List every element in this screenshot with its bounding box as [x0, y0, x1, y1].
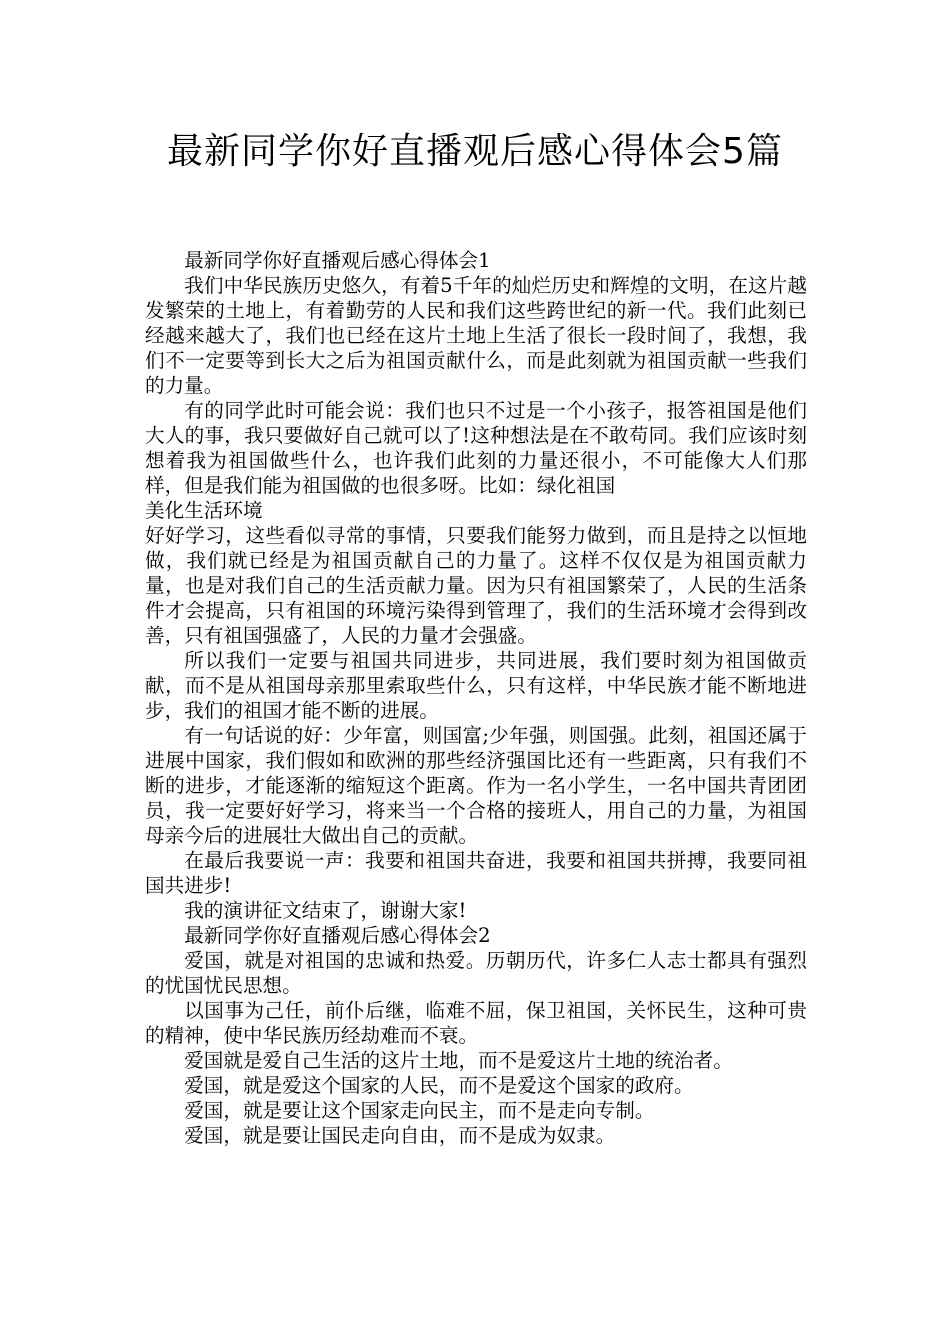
paragraph: 在最后我要说一声：我要和祖国共奋进，我要和祖国共拼搏，我要同祖国共进步!: [145, 849, 807, 897]
document-body: [145, 248, 807, 1148]
paragraph: 爱国，就是对祖国的忠诚和热爱。历朝历代，许多仁人志士都具有强烈的忧国忧民思想。: [145, 949, 807, 997]
paragraph: 美化生活环境: [145, 499, 263, 522]
paragraph: 我的演讲征文结束了，谢谢大家!: [184, 899, 467, 922]
paragraph: 爱国，就是要让这个国家走向民主，而不是走向专制。: [184, 1099, 655, 1122]
paragraph: 以国事为己任，前仆后继，临难不屈，保卫祖国，关怀民生，这种可贵的精神，使中华民族历经劫难而不衰。: [145, 999, 807, 1047]
paragraph: 有一句话说的好：少年富，则国富;少年强，则国强。此刻，祖国还属于进展中国家，我们假如和欧洲的那些经济强国比还有一些距离，只有我们不断的进步，才能逐渐的缩短这个距离。作为一名小学生，一名中国共青团团员，我一定要好好学习，将来当一个合格的接班人，用自己的力量，为祖国母亲今后的进展壮大做出自己的贡献。: [145, 724, 807, 847]
paragraph: 我们中华民族历史悠久，有着5千年的灿烂历史和辉煌的文明，在这片越发繁荣的土地上，有着勤劳的人民和我们这些跨世纪的新一代。我们此刻已经越来越大了，我们也已经在这片土地上生活了很长一段时间了，我想，我们不一定要等到长大之后为祖国贡献什么，而是此刻就为祖国贡献一些我们的力量。: [145, 274, 807, 397]
paragraph: 所以我们一定要与祖国共同进步，共同进展，我们要时刻为祖国做贡献，而不是从祖国母亲那里索取些什么，只有这样，中华民族才能不断地进步，我们的祖国才能不断的进展。: [145, 649, 807, 722]
section-heading-2: 最新同学你好直播观后感心得体会2: [184, 924, 491, 947]
document-title: 最新同学你好直播观后感心得体会5篇: [167, 131, 783, 172]
paragraph: 好好学习，这些看似寻常的事情，只要我们能努力做到，而且是持之以恒地做，我们就已经是为祖国贡献自己的力量了。这样不仅仅是为祖国贡献力量，也是对我们自己的生活贡献力量。因为只有祖国繁荣了，人民的生活条件才会提高，只有祖国的环境污染得到管理了，我们的生活环境才会得到改善，只有祖国强盛了，人民的力量才会强盛。: [145, 524, 807, 647]
paragraph: 爱国就是爱自己生活的这片土地，而不是爱这片土地的统治者。: [184, 1049, 733, 1072]
paragraph: 爱国，就是爱这个国家的人民，而不是爱这个国家的政府。: [184, 1074, 694, 1097]
section-heading-1: 最新同学你好直播观后感心得体会1: [184, 249, 491, 272]
paragraph: 爱国，就是要让国民走向自由，而不是成为奴隶。: [184, 1124, 616, 1147]
paragraph: 有的同学此时可能会说：我们也只不过是一个小孩子，报答祖国是他们大人的事，我只要做好自己就可以了!这种想法是在不敢苟同。我们应该时刻想着我为祖国做些什么，也许我们此刻的力量还很小，不可能像大人们那样，但是我们能为祖国做的也很多呀。比如：绿化祖国: [145, 399, 807, 497]
